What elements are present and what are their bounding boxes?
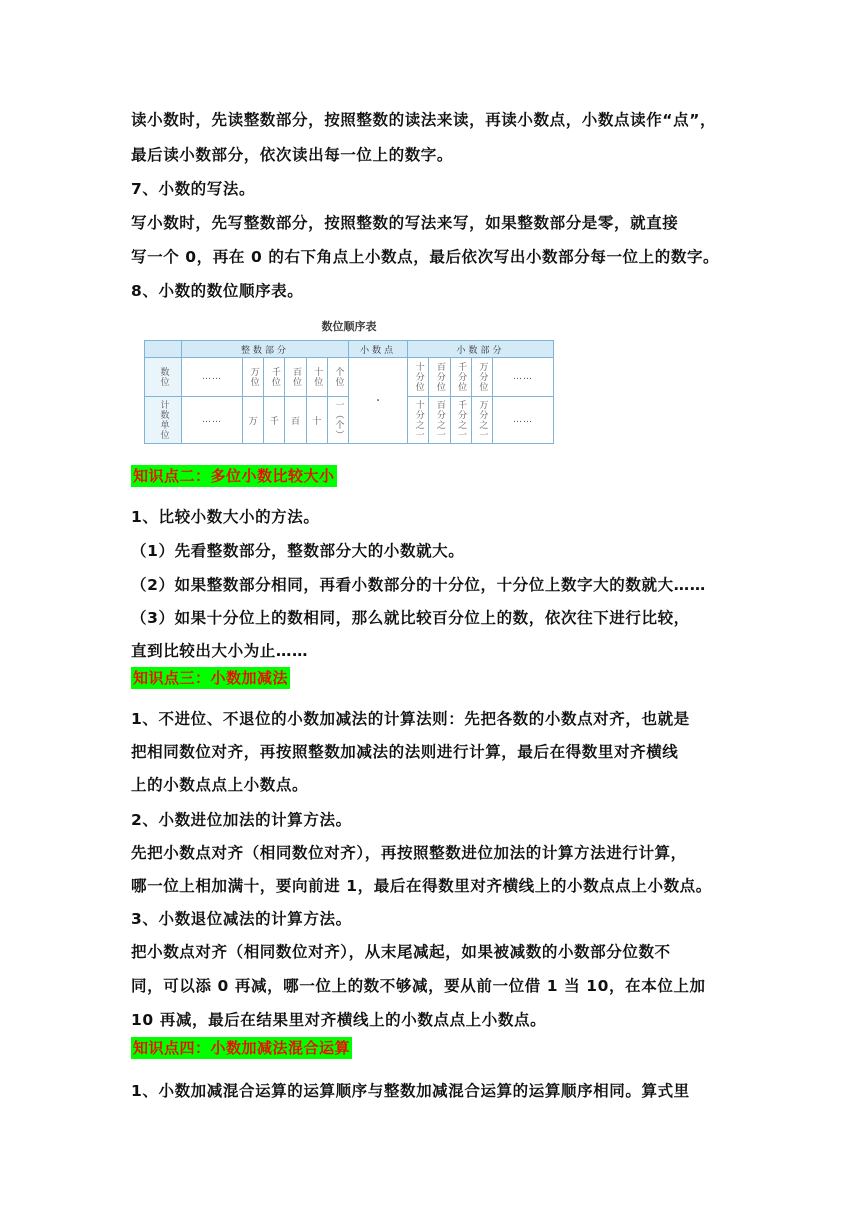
- text-line: 1、不进位、不退位的小数加减法的计算法则：先把各数的小数点对齐，也就是: [131, 710, 690, 728]
- ellipsis-cell: ……: [182, 358, 243, 397]
- place-cell: [243, 358, 264, 397]
- place-label: 百位: [291, 367, 302, 387]
- place-label: 万分位: [477, 362, 488, 392]
- text-line: 3、小数退位减法的计算方法。: [131, 910, 352, 928]
- text-line: 1、比较小数大小的方法。: [131, 508, 320, 526]
- place-cell: [450, 358, 471, 397]
- unit-label: 万分之一: [477, 400, 488, 440]
- text-line: （1）先看整数部分，整数部分大的小数就大。: [131, 542, 465, 560]
- text-line: 最后读小数部分，依次读出每一位上的数字。: [131, 146, 454, 164]
- unit-cell: 百: [285, 397, 306, 444]
- ellipsis-cell: ……: [493, 358, 554, 397]
- unit-cell: [450, 397, 471, 444]
- decimal-point-cell: ·: [349, 358, 408, 444]
- place-cell: [471, 358, 492, 397]
- place-cell: [327, 358, 348, 397]
- unit-cell: [408, 397, 429, 444]
- header-integer: 整数部分: [182, 341, 349, 358]
- text-line: 写小数时，先写整数部分，按照整数的写法来写，如果整数部分是零，就直接: [131, 214, 679, 232]
- place-value-table-figure: [144, 318, 554, 454]
- unit-cell: [471, 397, 492, 444]
- text-line: 把相同数位对齐，再按照整数加减法的法则进行计算，最后在得数里对齐横线: [131, 743, 679, 761]
- unit-cell: [429, 397, 450, 444]
- place-label: 十位: [312, 367, 323, 387]
- text-line: 1、小数加减混合运算的运算顺序与整数加减混合运算的运算顺序相同。算式里: [131, 1082, 690, 1100]
- header-decimal: 小数部分: [408, 341, 554, 358]
- ellipsis-cell: ……: [493, 397, 554, 444]
- text-line: 哪一位上相加满十，要向前进 1，最后在得数里对齐横线上的小数点点上小数点。: [131, 877, 712, 895]
- unit-label: 一（个）: [333, 400, 344, 440]
- ellipsis-cell: ……: [182, 397, 243, 444]
- row-head-label: 计数单位: [158, 400, 169, 440]
- text-line: 7、小数的写法。: [131, 180, 256, 198]
- text-line: 10 再减，最后在结果里对齐横线上的小数点点上小数点。: [131, 1011, 547, 1029]
- text-line: （3）如果十分位上的数相同，那么就比较百分位上的数，依次往下进行比较，: [131, 609, 690, 627]
- row-head-label: 数位: [158, 367, 169, 387]
- row-head-place: [145, 358, 182, 397]
- unit-label: 十分之一: [413, 400, 424, 440]
- section-heading: 知识点二：多位小数比较大小: [133, 467, 335, 485]
- unit-cell: [327, 397, 348, 444]
- text-line: （2）如果整数部分相同，再看小数部分的十分位，十分位上数字大的数就大……: [131, 576, 706, 594]
- table-corner: [145, 341, 182, 358]
- place-label: 万位: [248, 367, 259, 387]
- unit-cell: 万: [243, 397, 264, 444]
- text-line: 8、小数的数位顺序表。: [131, 282, 304, 300]
- table-title: 数位顺序表: [321, 320, 377, 333]
- place-label: 十分位: [413, 362, 424, 392]
- text-line: 直到比较出大小为止……: [131, 642, 309, 660]
- text-line: 先把小数点对齐（相同数位对齐），再按照整数进位加法的计算方法进行计算，: [131, 844, 687, 862]
- place-cell: [429, 358, 450, 397]
- place-cell: [408, 358, 429, 397]
- place-value-table: [144, 340, 554, 444]
- text-line: 把小数点对齐（相同数位对齐），从末尾减起，如果被减数的小数部分位数不: [131, 943, 671, 961]
- text-line: 2、小数进位加法的计算方法。: [131, 811, 352, 829]
- unit-label: 千分之一: [456, 400, 467, 440]
- place-label: 百分位: [434, 362, 445, 392]
- place-label: 千位: [269, 367, 280, 387]
- section-heading: 知识点四：小数加减法混合运算: [133, 1039, 351, 1057]
- section-heading: 知识点三：小数加减法: [133, 669, 289, 687]
- place-cell: [285, 358, 306, 397]
- unit-cell: 十: [306, 397, 327, 444]
- place-label: 千分位: [456, 362, 467, 392]
- unit-label: 百分之一: [434, 400, 445, 440]
- text-line: 上的小数点点上小数点。: [131, 776, 309, 794]
- text-line: 同，可以添 0 再减，哪一位上的数不够减，要从前一位借 1 当 10，在本位上加: [131, 977, 706, 995]
- text-line: 写一个 0，再在 0 的右下角点上小数点，最后依次写出小数部分每一位上的数字。: [131, 248, 720, 266]
- place-label: 个位: [333, 367, 344, 387]
- text-line: 读小数时，先读整数部分，按照整数的读法来读，再读小数点，小数点读作“点”，: [131, 111, 717, 129]
- place-cell: [306, 358, 327, 397]
- place-cell: [264, 358, 285, 397]
- unit-cell: 千: [264, 397, 285, 444]
- row-head-unit: [145, 397, 182, 444]
- header-point: 小数点: [349, 341, 408, 358]
